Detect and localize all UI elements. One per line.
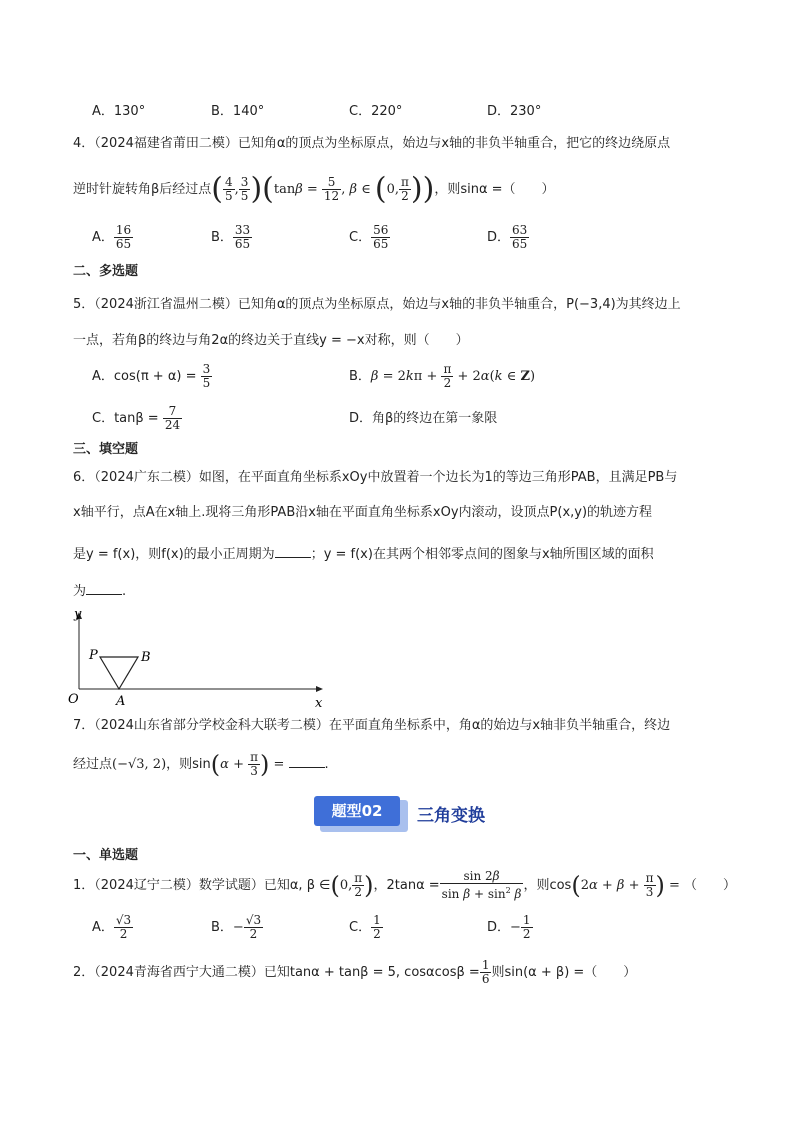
p2-line1: 2．（2024青海省西宁大通二模）已知tanα + tanβ = 5, cosαcosβ = $\frac{1}{6}$ 则sin(α + β) =（ ） [73,958,637,986]
label-b: B [141,650,151,665]
triangle-pab [100,657,138,689]
q4-option-b: B． $\frac{33}{65}$ [211,223,251,251]
section-fill-blank: 三、填空题 [73,442,139,457]
label-y: y [74,607,82,622]
x-axis-arrow [316,686,323,692]
q5-line1: 5．（2024浙江省温州二模）已知角α的顶点为坐标原点，始边与x轴的非负半轴重合，P(−3,4)为其终边上 [73,297,681,312]
p1-option-c: C． $\frac{1}{2}$ [349,913,381,941]
q7-line2: 经过点(−√3, 2)，则sin(α + $\frac{\pi}{3}$ ) = . [73,750,329,779]
q5-option-d: D．角β的终边在第一象限 [349,411,498,426]
q6-line3: 是y = f(x)，则f(x)的最小正周期为 ；y = f(x)在其两个相邻零点间的图象与x轴所围区域的面积 [73,547,654,562]
q4-option-c: C． $\frac{56}{65}$ [349,223,389,251]
p1-option-d: D．− $\frac{1}{2}$ [487,913,531,941]
q6-line1: 6．（2024广东二模）如图，在平面直角坐标系xOy中放置着一个边长为1的等边三角形PAB，且满足PB与 [73,470,678,485]
q3-option-a: A．130° [92,104,146,119]
q4-line2-prefix: 逆时针旋转角β后经过点 [73,182,212,197]
label-a: A [116,694,126,709]
q4-frac-3-5: $\frac{3}{5}$ [240,175,249,203]
q4-line1: 4．（2024福建省莆田二模）已知角α的顶点为坐标原点，始边与x轴的非负半轴重合，把它的终边绕原点 [73,136,671,151]
q4-frac-pi-2: $\frac{\pi}{2}$ [401,175,409,203]
q7-line1: 7．（2024山东省部分学校金科大联考二模）在平面直角坐标系中，角α的始边与x轴非负半轴重合，终边 [73,718,671,733]
q3-option-b: B．140° [211,104,265,119]
section-multi-choice: 二、多选题 [73,264,139,279]
q6-blank-period [275,545,311,558]
q4-tan-beta: tanβ = [273,182,322,197]
q6-figure [66,603,336,711]
q7-blank [289,755,325,768]
p1-line1: 1．（2024辽宁二模）数学试题）已知α, β ∈(0, $\frac{\pi}{2}$ )，2tanα = $\frac{\sin 2\beta}{\sin \beta + \sin^2 \beta}$ ，则cos(2α + β + $\frac{\pi}{3}$ ) = （ ） [73,869,737,901]
q4-frac-5-12: $\frac{5}{12}$ [323,175,340,203]
q6-line4: 为 . [73,584,127,599]
q6-blank-area [86,582,122,595]
q4-then: ，则sinα =（ ） [434,182,555,197]
p1-option-a: A． $\frac{√3}{2}$ [92,913,132,941]
q5-option-b: B．β = 2kπ + $\frac{\pi}{2}$ + 2α(k ∈ Z) [349,362,536,390]
p1-option-b: B．− $\frac{√3}{2}$ [211,913,262,941]
q5-line2: 一点，若角β的终边与角2α的终边关于直线y = −x对称，则（ ） [73,333,469,348]
q5-option-a: A．cos(π + α) = $\frac{3}{5}$ [92,362,211,390]
q3-option-d: D．230° [487,104,542,119]
q3-option-c: C．220° [349,104,403,119]
banner-tag: 题型02 [314,796,400,826]
q4-line2: 逆时针旋转角β后经过点( $\frac{4}{5}$ , $\frac{3}{5}$ )(tanβ = $\frac{5}{12}$ , β ∈ (0, $\frac{\pi}{2}$ ))，则sinα =（ ） [73,171,555,207]
q4-option-d: D． $\frac{63}{65}$ [487,223,528,251]
q5-option-c: C．tanβ = $\frac{7}{24}$ [92,404,181,432]
banner-title: 三角变换 [417,806,485,826]
q6-line2: x轴平行，点A在x轴上.现将三角形PAB沿x轴在平面直角坐标系xOy内滚动，设顶点P(x,y)的轨迹方程 [73,505,653,520]
label-x: x [315,696,323,711]
q4-point: ( [211,171,224,207]
section-single-choice: 一、单选题 [73,848,139,863]
section-banner [314,796,406,830]
label-p: P [89,648,98,663]
q4-frac-4-5: $\frac{4}{5}$ [225,175,233,203]
label-o: O [68,692,79,707]
q4-option-a: A． $\frac{16}{65}$ [92,223,132,251]
